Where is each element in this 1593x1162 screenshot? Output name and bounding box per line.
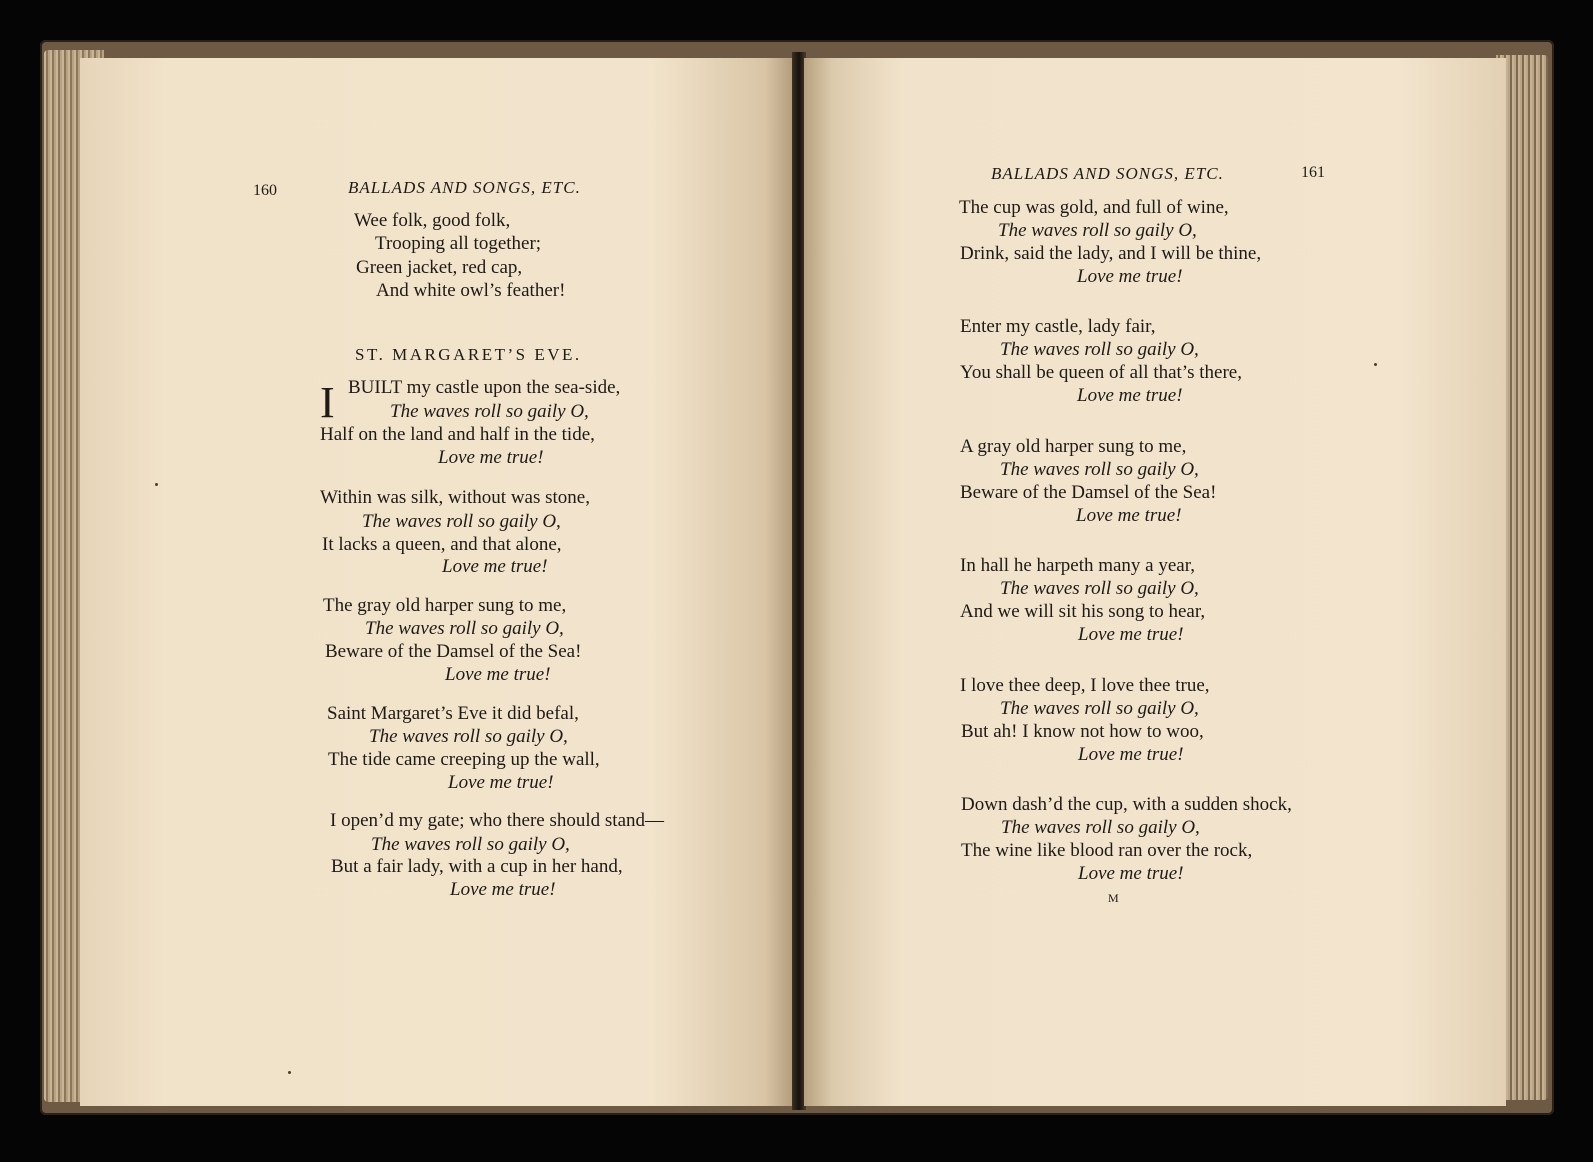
verse-line: Green jacket, red cap, xyxy=(356,257,523,278)
running-head: BALLADS AND SONGS, ETC. xyxy=(991,164,1224,183)
refrain-line: The waves roll so gaily O, xyxy=(362,511,561,532)
verse-line: Beware of the Damsel of the Sea! xyxy=(960,482,1217,503)
verse-line: BUILT my castle upon the sea-side, xyxy=(348,377,621,398)
poem-title: ST. MARGARET’S EVE. xyxy=(355,345,582,364)
verse-line: Drink, said the lady, and I will be thine, xyxy=(960,243,1262,264)
refrain-line: The waves roll so gaily O, xyxy=(1000,339,1199,360)
signature-mark: M xyxy=(1108,891,1119,905)
verse-line: In hall he harpeth many a year, xyxy=(960,555,1196,576)
paper-speck xyxy=(155,483,158,486)
verse-line: And white owl’s feather! xyxy=(376,280,566,301)
refrain-line: The waves roll so gaily O, xyxy=(1000,698,1199,719)
verse-line: Within was silk, without was stone, xyxy=(320,487,590,508)
verse-line: I love thee deep, I love thee true, xyxy=(960,675,1210,696)
verse-line: But ah! I know not how to woo, xyxy=(961,721,1204,742)
verse-line: Saint Margaret’s Eve it did befal, xyxy=(327,703,579,724)
refrain-line: The waves roll so gaily O, xyxy=(365,618,564,639)
refrain-line: Love me true! xyxy=(1078,863,1184,884)
refrain-line: The waves roll so gaily O, xyxy=(998,220,1197,241)
refrain-line: Love me true! xyxy=(442,556,548,577)
verse-line: The cup was gold, and full of wine, xyxy=(959,197,1229,218)
verse-line: The gray old harper sung to me, xyxy=(323,595,567,616)
left-page xyxy=(80,58,794,1106)
refrain-line: The waves roll so gaily O, xyxy=(390,401,589,422)
refrain-line: Love me true! xyxy=(1078,744,1184,765)
refrain-line: Love me true! xyxy=(448,772,554,793)
verse-line: And we will sit his song to hear, xyxy=(960,601,1206,622)
verse-line: Wee folk, good folk, xyxy=(354,210,511,231)
refrain-line: Love me true! xyxy=(1077,385,1183,406)
paper-speck xyxy=(1374,363,1377,366)
verse-line: Half on the land and half in the tide, xyxy=(320,424,595,445)
verse-line: I open’d my gate; who there should stand— xyxy=(330,810,665,831)
refrain-line: Love me true! xyxy=(438,447,544,468)
verse-line: Trooping all together; xyxy=(375,233,542,254)
verse-line: A gray old harper sung to me, xyxy=(960,436,1187,457)
refrain-line: The waves roll so gaily O, xyxy=(1000,578,1199,599)
verse-line: It lacks a queen, and that alone, xyxy=(322,534,562,555)
refrain-line: The waves roll so gaily O, xyxy=(371,834,570,855)
page-number: 160 xyxy=(253,182,277,199)
page-number: 161 xyxy=(1301,164,1325,181)
verse-line: The wine like blood ran over the rock, xyxy=(961,840,1253,861)
drop-cap: I xyxy=(320,378,335,427)
right-page xyxy=(804,58,1506,1106)
refrain-line: Love me true! xyxy=(1076,505,1182,526)
refrain-line: Love me true! xyxy=(1078,624,1184,645)
verse-line: The tide came creeping up the wall, xyxy=(328,749,600,770)
refrain-line: The waves roll so gaily O, xyxy=(1000,459,1199,480)
refrain-line: The waves roll so gaily O, xyxy=(369,726,568,747)
verse-line: But a fair lady, with a cup in her hand, xyxy=(331,856,623,877)
verse-line: You shall be queen of all that’s there, xyxy=(960,362,1242,383)
verse-line: Beware of the Damsel of the Sea! xyxy=(325,641,582,662)
refrain-line: Love me true! xyxy=(445,664,551,685)
paper-speck xyxy=(288,1071,291,1074)
verse-line: Enter my castle, lady fair, xyxy=(960,316,1156,337)
running-head: BALLADS AND SONGS, ETC. xyxy=(348,178,581,197)
refrain-line: Love me true! xyxy=(1077,266,1183,287)
refrain-line: Love me true! xyxy=(450,879,556,900)
verse-line: Down dash’d the cup, with a sudden shock, xyxy=(961,794,1292,815)
refrain-line: The waves roll so gaily O, xyxy=(1001,817,1200,838)
